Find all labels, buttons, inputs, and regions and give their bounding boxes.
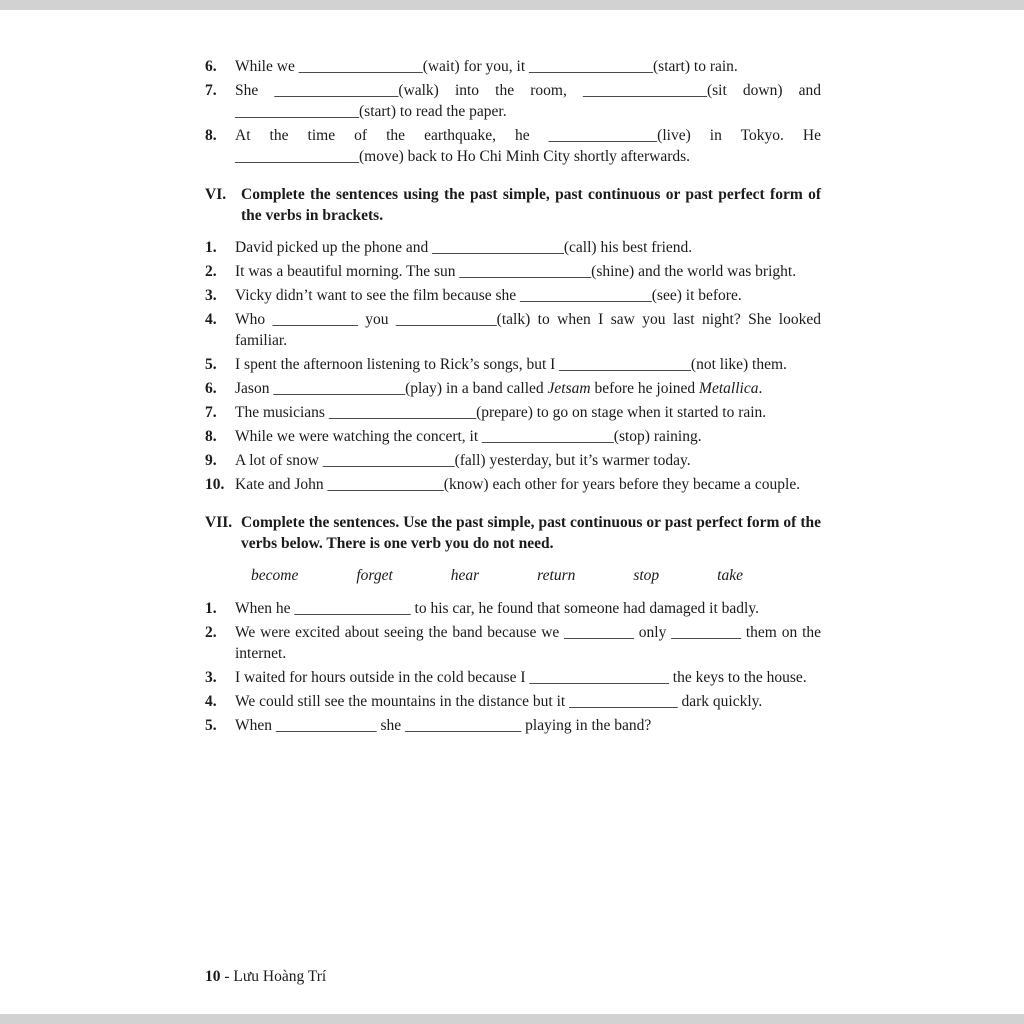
item-text: David picked up the phone and _________________(call) his best friend. — [235, 239, 693, 256]
exercise-item — [205, 237, 821, 258]
exercise-item — [205, 309, 821, 351]
item-text: Vicky didn’t want to see the film because she _________________(see) it before. — [235, 287, 742, 304]
exercise-item — [205, 56, 821, 77]
word-bank-item: stop — [633, 567, 660, 584]
page-footer — [205, 966, 326, 987]
item-number: 3. — [205, 287, 217, 304]
footer-author: - Lưu Hoàng Trí — [220, 968, 327, 985]
exercise-item — [205, 598, 821, 619]
exercise-item — [205, 378, 821, 399]
item-text: Kate and John _______________(know) each other for years before they became a couple. — [235, 476, 801, 493]
exercise-item — [205, 622, 821, 664]
word-bank-item: become — [251, 567, 299, 584]
item-text: While we were watching the concert, it _________________(stop) raining. — [235, 428, 702, 445]
item-text: We could still see the mountains in the distance but it ______________ dark quickly. — [235, 693, 763, 710]
item-text: A lot of snow _________________(fall) yesterday, but it’s warmer today. — [235, 452, 691, 469]
item-number: 5. — [205, 717, 217, 734]
item-text: She ________________(walk) into the room, ________________(sit down) and ________________(start) to read the paper. — [235, 82, 821, 120]
item-number: 5. — [205, 356, 217, 373]
document-page — [205, 56, 821, 739]
exercise-item — [205, 402, 821, 423]
word-bank-item: take — [717, 567, 743, 584]
word-bank-item: hear — [450, 567, 480, 584]
scan-edge-bottom — [0, 1014, 1024, 1024]
exercise-item — [205, 80, 821, 122]
section-vi-items — [205, 237, 821, 495]
item-text: Who ___________ you _____________(talk) to when I saw you last night? She looked familiar. — [235, 311, 821, 349]
exercise-item — [205, 285, 821, 306]
section-vi-heading-text: Complete the sentences using the past simple, past continuous or past perfect form of the verbs in brackets. — [241, 186, 821, 224]
word-bank-item: forget — [356, 567, 393, 584]
item-text: I spent the afternoon listening to Rick’s songs, but I _________________(not like) them. — [235, 356, 787, 373]
scan-edge-top — [0, 0, 1024, 10]
footer-page-number: 10 — [205, 968, 221, 985]
item-number: 6. — [205, 58, 217, 75]
item-text: It was a beautiful morning. The sun _________________(shine) and the world was bright. — [235, 263, 797, 280]
section-vii-label: VII. — [205, 514, 233, 531]
exercise-item — [205, 667, 821, 688]
item-number: 3. — [205, 669, 217, 686]
item-text: We were excited about seeing the band because we _________ only _________ them on the internet. — [235, 624, 821, 662]
item-text: Jason _________________(play) in a band called Jetsam before he joined Metallica. — [235, 380, 763, 397]
word-bank-item: return — [537, 567, 576, 584]
item-text: The musicians ___________________(prepare) to go on stage when it started to rain. — [235, 404, 767, 421]
exercise-item — [205, 354, 821, 375]
exercise-v-items — [205, 56, 821, 167]
exercise-item — [205, 691, 821, 712]
item-number: 9. — [205, 452, 217, 469]
item-number: 2. — [205, 624, 217, 641]
item-number: 8. — [205, 127, 217, 144]
item-number: 6. — [205, 380, 217, 397]
item-text: At the time of the earthquake, he ______________(live) in Tokyo. He ________________(move) back to Ho Chi Minh City shortly afterwards. — [235, 127, 821, 165]
item-text: I waited for hours outside in the cold because I __________________ the keys to the house. — [235, 669, 807, 686]
item-number: 4. — [205, 311, 217, 328]
item-text: When he _______________ to his car, he found that someone had damaged it badly. — [235, 600, 759, 617]
item-text: When _____________ she _______________ playing in the band? — [235, 717, 652, 734]
exercise-item — [205, 426, 821, 447]
item-number: 7. — [205, 82, 217, 99]
item-number: 2. — [205, 263, 217, 280]
item-number: 1. — [205, 239, 217, 256]
item-text: While we ________________(wait) for you, it ________________(start) to rain. — [235, 58, 738, 75]
section-vi-label: VI. — [205, 186, 227, 203]
item-number: 7. — [205, 404, 217, 421]
item-number: 1. — [205, 600, 217, 617]
item-number: 8. — [205, 428, 217, 445]
item-number: 10. — [205, 476, 225, 493]
word-bank — [251, 565, 743, 586]
exercise-item — [205, 715, 821, 736]
section-vi-heading — [205, 184, 821, 226]
exercise-item — [205, 125, 821, 167]
exercise-item — [205, 450, 821, 471]
section-vii-heading — [205, 512, 821, 554]
exercise-item — [205, 261, 821, 282]
section-vii-items — [205, 598, 821, 736]
section-vii-heading-text: Complete the sentences. Use the past simple, past continuous or past perfect form of the verbs below. There is one verb you do not need. — [241, 514, 821, 552]
item-number: 4. — [205, 693, 217, 710]
exercise-item — [205, 474, 821, 495]
